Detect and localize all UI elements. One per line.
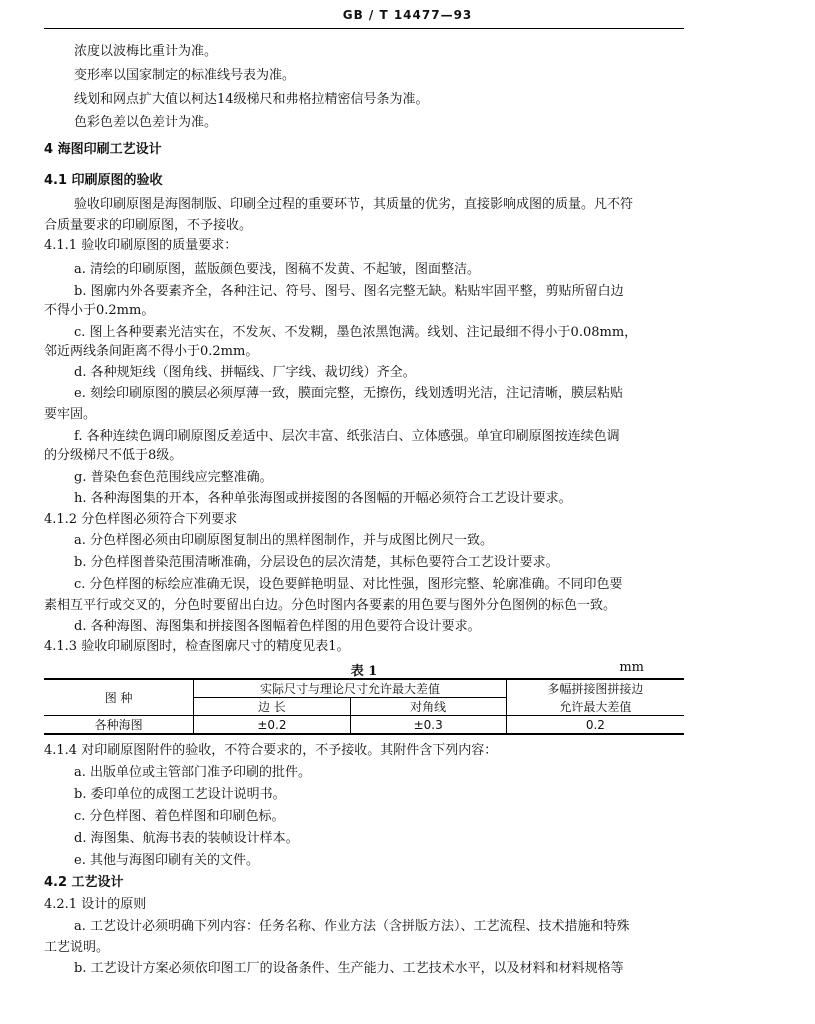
header-rule: [44, 28, 684, 29]
table-title: 表 1: [350, 664, 378, 679]
text-line: 验收印刷原图是海图制版、印刷全过程的重要环节，其质量的优劣，直接影响成图的质量。凡不符: [74, 197, 634, 212]
text-line: 要牢固。: [44, 407, 97, 422]
cell-splice: 0.2: [506, 716, 684, 735]
text-line: h. 各种海图集的开本，各种单张海图或拼接图的各图幅的开幅必须符合工艺设计要求。: [74, 491, 572, 506]
text-line: 合质量要求的印刷原图，不予接收。: [44, 218, 253, 233]
cell-diag: ±0.3: [350, 716, 506, 735]
text-line: 线划和网点扩大值以柯达14级梯尺和弗格拉精密信号条为准。: [74, 92, 429, 107]
clause-heading: 4.1.2 分色样图必须符合下列要求: [44, 512, 238, 527]
text-line: f. 各种连续色调印刷原图反差适中、层次丰富、纸张洁白、立体感强。单宜印刷原图按连续色调: [74, 429, 620, 444]
header-cell-diff: 实际尺寸与理论尺寸允许最大差值: [194, 679, 507, 698]
text-line: a. 分色样图必须由印刷原图复制出的黑样图制作，并与成图比例尺一致。: [74, 533, 494, 548]
subsection-heading: 4.2 工艺设计: [44, 875, 124, 890]
page-header: GB / T 14477—93: [342, 8, 473, 22]
text-line: 邻近两线条间距离不得小于0.2mm。: [44, 344, 259, 359]
text-line: a. 出版单位或主管部门准予印刷的批件。: [74, 765, 312, 780]
text-line: 素相互平行或交叉的，分色时要留出白边。分色时图内各要素的用色要与图外分色图例的标色一致。: [44, 598, 617, 613]
text-line: c. 分色样图、着色样图和印刷色标。: [74, 809, 285, 824]
tolerance-table: [44, 678, 684, 735]
clause-heading: 4.1.4 对印刷原图附件的验收，不符合要求的，不予接收。其附件含下列内容：: [44, 743, 498, 758]
header-cell-splice2: 允许最大差值: [506, 698, 684, 716]
header-cell-splice: 多幅拼接图拼接边: [506, 679, 684, 698]
text-line: e. 刻绘印刷原图的膜层必须厚薄一致，膜面完整，无擦伤，线划透明光洁，注记清晰，膜层粘贴: [74, 386, 623, 401]
subsection-heading: 4.1 印刷原图的验收: [44, 173, 163, 188]
text-line: d. 各种规矩线（图角线、拼幅线、厂字线、裁切线）齐全。: [74, 365, 416, 380]
text-line: 的分级梯尺不低于8级。: [44, 448, 183, 463]
text-line: b. 分色样图普染范围清晰准确，分层设色的层次清楚，其标色要符合工艺设计要求。: [74, 555, 559, 570]
text-line: g. 普染色套色范围线应完整准确。: [74, 470, 273, 485]
section-heading: 4 海图印刷工艺设计: [44, 142, 162, 157]
text-line: 不得小于0.2mm。: [44, 303, 155, 318]
text-line: 工艺说明。: [44, 940, 110, 955]
clause-heading: 4.2.1 设计的原则: [44, 897, 147, 912]
text-line: e. 其他与海图印刷有关的文件。: [74, 853, 259, 868]
text-line: b. 图廓内外各要素齐全，各种注记、符号、图号、图名完整无缺。粘贴牢固平整，剪贴所留白边: [74, 284, 624, 299]
text-line: b. 委印单位的成图工艺设计说明书。: [74, 787, 286, 802]
clause-heading: 4.1.1 验收印刷原图的质量要求：: [44, 238, 238, 253]
text-line: a. 清绘的印刷原图，蓝版颜色要浅，图稿不发黄、不起皱，图面整洁。: [74, 262, 481, 277]
table-unit: mm: [619, 660, 644, 675]
header-cell-type: 图 种: [44, 679, 194, 716]
text-line: c. 分色样图的标绘应准确无误，设色要鲜艳明显、对比性强，图形完整、轮廓准确。不同印色要: [74, 577, 623, 592]
text-line: a. 工艺设计必须明确下列内容：任务名称、作业方法（含拼版方法）、工艺流程、技术措施和特殊: [74, 919, 630, 934]
text-line: 变形率以国家制定的标准线号表为准。: [74, 68, 296, 83]
row-label: 各种海图: [44, 716, 194, 735]
header-cell-side: 边 长: [194, 698, 350, 716]
cell-side: ±0.2: [194, 716, 350, 735]
clause-heading: 4.1.3 验收印刷原图时，检查图廓尺寸的精度见表1。: [44, 639, 350, 654]
text-line: c. 图上各种要素光洁实在，不发灰、不发糊，墨色浓黑饱满。线划、注记最细不得小于0.08mm，: [74, 325, 638, 340]
text-line: b. 工艺设计方案必须依印图工厂的设备条件、生产能力、工艺技术水平，以及材料和材料规格等: [74, 961, 624, 976]
text-line: d. 海图集、航海书表的装帧设计样本。: [74, 831, 299, 846]
text-line: d. 各种海图、海图集和拼接图各图幅着色样图的用色要符合设计要求。: [74, 619, 481, 634]
header-cell-diag: 对角线: [350, 698, 506, 716]
text-line: 浓度以波梅比重计为准。: [74, 44, 218, 59]
text-line: 色彩色差以色差计为准。: [74, 115, 218, 130]
